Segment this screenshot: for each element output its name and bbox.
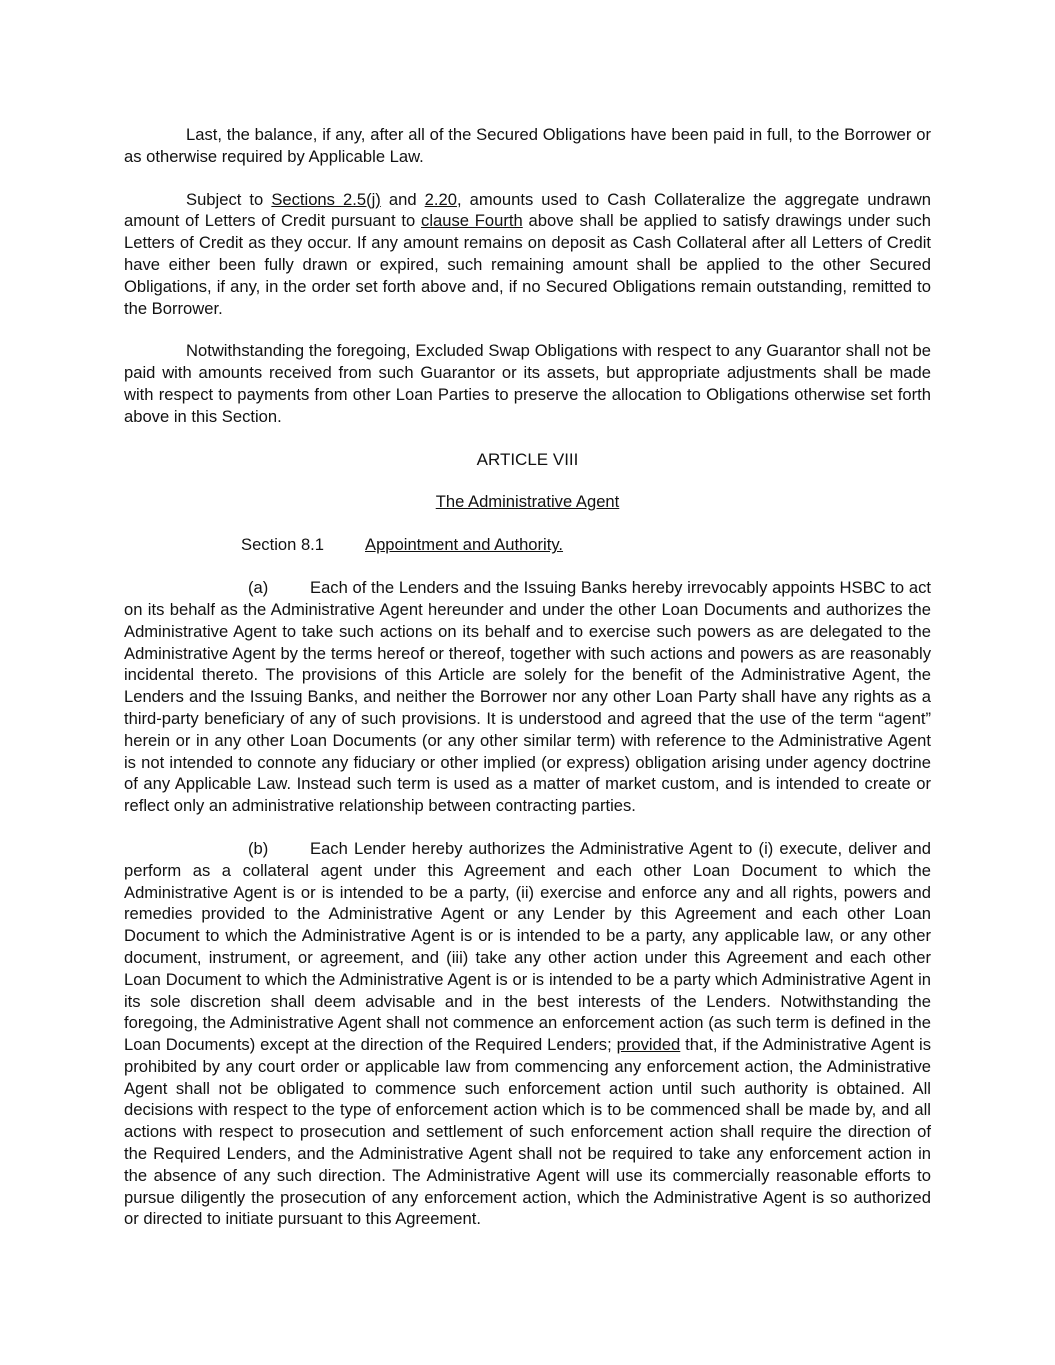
- sections-2-5j-reference: Sections 2.5(j): [271, 189, 381, 209]
- clause-a-label: (a): [248, 578, 269, 598]
- section-title: Appointment and Authority.: [365, 535, 564, 555]
- clause-a: [124, 577, 931, 817]
- clause-b-text-1: Each Lender hereby authorizes the Administrative Agent to (i) execute, deliver and perform as a collateral agent under this Agreement and each other Loan Document to which the Administrative Agent is or is intended to be a party, (ii) exercise and enforce any and all rights, powers and remedies provided to the Administrative Agent or any Lender by this Agreement and each other Loan Document to which the Administrative Agent is or is intended to be a party, any applicable law, or any other document, instrument, or agreement, and (iii) take any other action under this Agreement and each other Loan Document to which the Administrative Agent is or is intended to be a party which Administrative Agent in its sole discretion shall deem advisable and in the best interests of the Lenders. Notwithstanding the foregoing, the Administrative Agent shall not commence an enforcement action (as such term is defined in the Loan Documents) except at the direction of the Required Lenders;: [124, 838, 931, 1055]
- paragraph-last: [124, 124, 931, 168]
- clause-b-text-2: that, if the Administrative Agent is prohibited by any court order or applicable law from commencing any enforcement action, the Administrative Agent shall not be obligated to commence such enforcement action until such authority is obtained. All decisions with respect to the type of enforcement action which is to be commenced shall be made by, and all actions with respect to prosecution and settlement of such enforcement action shall require the direction of the Required Lenders, and the Administrative Agent shall not be required to take any enforcement action in the absence of any such direction. The Administrative Agent will use its commercially reasonable efforts to pursue diligently the prosecution of any enforcement action, which the Administrative Agent is so authorized or directed to initiate pursuant to this Agreement.: [124, 1035, 931, 1229]
- clause-fourth-reference: clause Fourth: [421, 211, 523, 231]
- paragraph-notwithstanding-text: Notwithstanding the foregoing, Excluded Swap Obligations with respect to any Guarantor shall not be paid with amounts received from such Guarantor or its assets, but appropriate adjustments shall be made with respect to payments from other Loan Parties to preserve the allocation to Obligations otherwise set forth above in this Section.: [124, 341, 931, 426]
- paragraph-subject-text-1: Subject to: [186, 189, 272, 209]
- section-2-20-reference: 2.20: [424, 189, 457, 209]
- clause-b-label: (b): [248, 838, 269, 858]
- paragraph-subject-text-2: and: [380, 189, 425, 209]
- section-heading: [124, 534, 931, 556]
- article-heading: ARTICLE VIII: [476, 449, 579, 469]
- clause-b: [124, 838, 931, 1230]
- article-title-text: The Administrative Agent: [435, 492, 620, 512]
- paragraph-subject-text-3: , amounts used to Cash Collateralize the aggregate undrawn amount of Letters of Credit pursuant to: [124, 189, 931, 231]
- document-page: [124, 124, 931, 1251]
- paragraph-last-text: Last, the balance, if any, after all of the Secured Obligations have been paid in full, to the Borrower or as otherwise required by Applicable Law.: [124, 125, 931, 166]
- paragraph-notwithstanding: [124, 340, 931, 427]
- provided-term: provided: [616, 1035, 681, 1055]
- paragraph-subject-text-4: above shall be applied to satisfy drawings under such Letters of Credit as they occur. If any amount remains on deposit as Cash Collateral after all Letters of Credit have either been fully drawn or expired, such remaining amount shall be applied to the other Secured Obligations, if any, in the order set forth above and, if no Secured Obligations remain outstanding, remitted to the Borrower.: [124, 211, 931, 318]
- paragraph-subject: [124, 189, 931, 320]
- section-number: Section 8.1: [241, 535, 325, 555]
- clause-a-text: Each of the Lenders and the Issuing Banks hereby irrevocably appoints HSBC to act on its behalf as the Administrative Agent hereunder and under the other Loan Documents and authorizes the Administrative Agent to take such actions on its behalf and to exercise such powers as are delegated to the Administrative Agent by the terms hereof or thereof, together with such actions and powers as are reasonably incidental thereto. The provisions of this Article are solely for the benefit of the Administrative Agent, the Lenders and the Issuing Banks, and neither the Borrower nor any other Loan Party shall have any rights as a third-party beneficiary of any of such provisions. It is understood and agreed that the use of the term “agent” herein or in any other Loan Documents (or any other similar term) with reference to the Administrative Agent is not intended to connote any fiduciary or other implied (or express) obligation arising under agency doctrine of any Applicable Law. Instead such term is used as a matter of market custom, and is intended to create or reflect only an administrative relationship between contracting parties.: [124, 578, 931, 816]
- article-title: [124, 491, 931, 513]
